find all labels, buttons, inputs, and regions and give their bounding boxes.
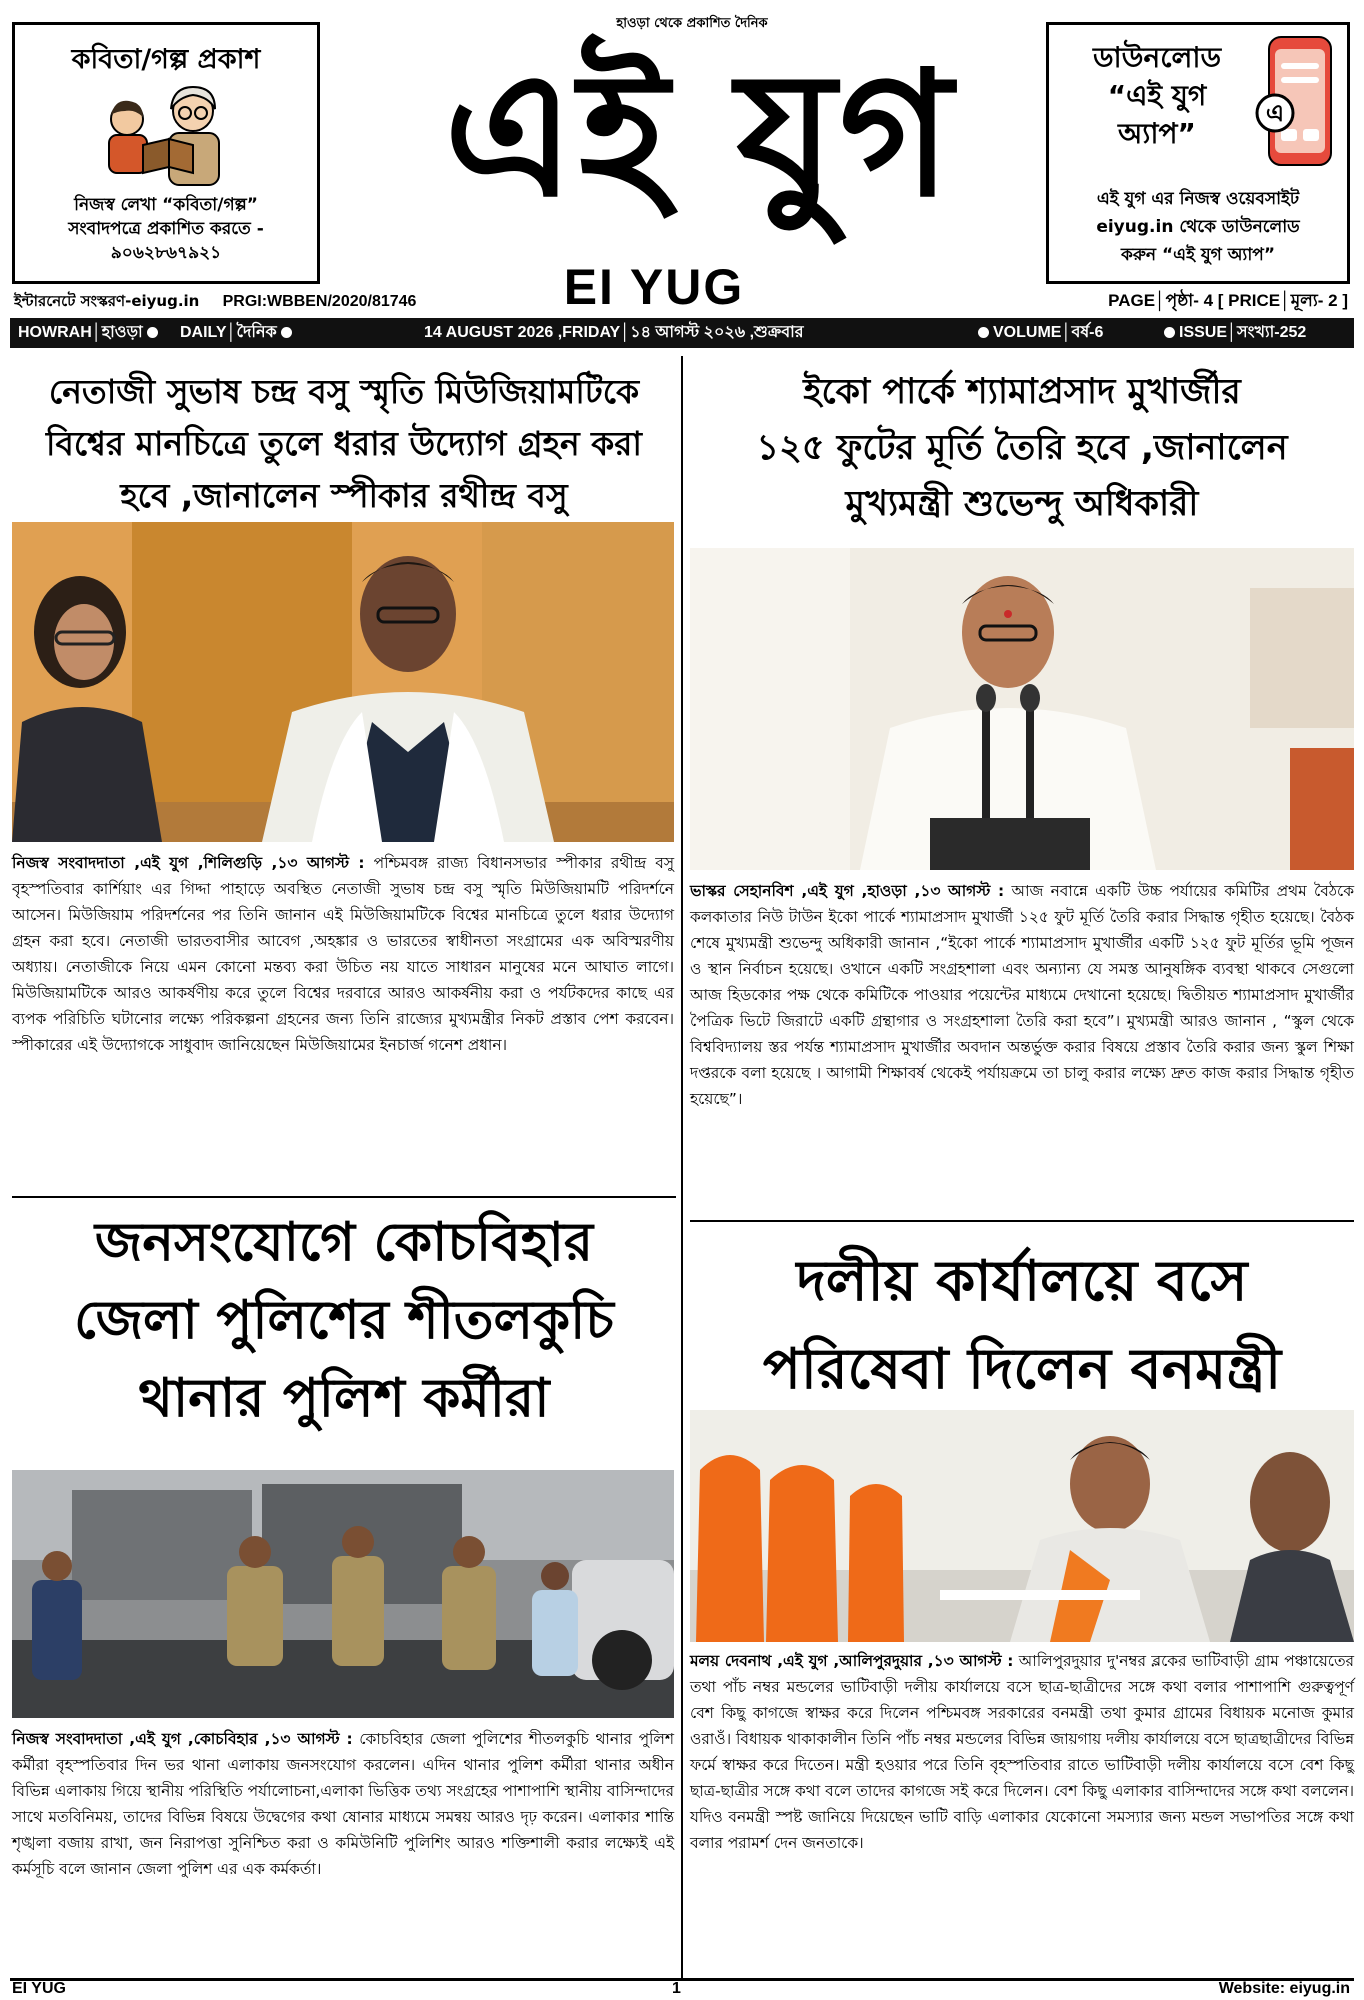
- byline: ভাস্কর সেহানবিশ ,এই যুগ ,হাওড়া ,১৩ আগস্ট :: [690, 882, 1005, 900]
- article-police-outreach: [12, 1200, 676, 1976]
- app-download-box: [1046, 22, 1350, 284]
- body-text: কোচবিহার জেলা পুলিশের শীতলকুচি থানার পুলিশ কর্মীরা বৃহস্পতিবার দিন ভর থানা এলাকায় জনসংযোগ করলেন। এদিন থানার পুলিশ কর্মীরা থানার অধীন বিভিন্ন এলাকায় গিয়ে স্থানীয় পরিস্থিতি পর্যালোচনা,এলাকা ভিত্তিক তথ্য সংগ্রহের পাশাপাশি স্থানীয় বাসিন্দাদের সাথে মতবিনিময়, তাদের বিভিন্ন বিষয়ে উদ্বেগের কথা ষোনার মাধ্যমে সমন্বয় আরও দৃঢ় করেন। এলাকার শান্তি শৃঙ্খলা বজায় রাখা, জন নিরাপত্তা সুনিশ্চিত করা ও কমিউনিটি পুলিশিং আরও শক্তিশালী করার লক্ষ্যেই এই কর্মসূচি বলে জানান জেলা পুলিশ এর এক কর্মকর্তা।: [12, 1730, 675, 1878]
- app-download-text: এই যুগ এর নিজস্ব ওয়েবসাইট eiyug.in থেকে ডাউনলোড করুন “এই যুগ অ্যাপ”: [1096, 189, 1300, 265]
- article-eco-park-statue: [690, 358, 1354, 1218]
- article-body: [690, 878, 1354, 1112]
- poetry-promo-box: [12, 22, 320, 284]
- photo-speaker-at-museum: [12, 522, 674, 842]
- bullet-icon: [147, 327, 158, 338]
- date-label: 14 AUGUST 2026 ,FRIDAY│১৪ আগস্ট ২০২৬ ,শুক্রবার: [424, 324, 804, 341]
- article-body: [12, 850, 674, 1058]
- article-body: [12, 1726, 674, 1882]
- frequency-label: DAILY│দৈনিক: [180, 318, 296, 348]
- registration-line: [14, 290, 416, 315]
- article-body: [690, 1648, 1354, 1856]
- app-download-title: ডাউনলোড “এই যুগ অ্যাপ”: [1092, 41, 1222, 150]
- internet-edition: ইন্টারনেটে সংস্করণ-eiyug.in: [14, 292, 200, 310]
- bullet-icon: [978, 327, 989, 338]
- tagline: হাওড়া থেকে প্রকাশিত দৈনিক: [616, 16, 768, 31]
- headline: জনসংযোগে কোচবিহার জেলা পুলিশের শীতলকুচি থানার পুলিশ কর্মীরা: [74, 1212, 614, 1429]
- place-label: HOWRAH│হাওড়া: [18, 318, 162, 348]
- photo-minister-signing: [690, 1410, 1354, 1642]
- app-icon-letter: এ: [1265, 99, 1285, 127]
- prgi-number: PRGI:WBBEN/2020/81746: [222, 293, 417, 310]
- section-divider: [690, 1220, 1354, 1222]
- volume-label: VOLUME│বর্ষ-6: [974, 318, 1103, 348]
- date-bar: [10, 318, 1354, 348]
- page-price-info: PAGE│পৃষ্ঠা- 4 [ PRICE│মূল্য- 2 ]: [1108, 291, 1348, 310]
- headline: নেতাজী সুভাষ চন্দ্র বসু স্মৃতি মিউজিয়ামটিকে বিশ্বের মানচিত্রে তুলে ধরার উদ্যোগ গ্রহন করা হবে ,জানালেন স্পীকার রথীন্দ্র বসু: [46, 372, 642, 515]
- byline: নিজস্ব সংবাদদাতা ,এই যুগ ,শিলিগুড়ি ,১৩ আগস্ট :: [12, 854, 365, 872]
- headline: ইকো পার্কে শ্যামাপ্রসাদ মুখার্জীর ১২৫ ফুটের মূর্তি তৈরি হবে ,জানালেন মুখ্যমন্ত্রী শুভেন্দু অধিকারী: [756, 372, 1288, 524]
- body-text: আজ নবান্নে একটি উচ্চ পর্যায়ের কমিটির প্রথম বৈঠকে কলকাতার নিউ টাউন ইকো পার্কে শ্যামাপ্রসাদ মুখার্জী ১২৫ ফুট মূর্তি তৈরি করার সিদ্ধান্ত গৃহীত হয়েছে। বৈঠক শেষে মুখ্যমন্ত্রী শুভেন্দু অধিকারী জানান ,“ইকো পার্কে শ্যামাপ্রসাদ মুখার্জীর একটি ১২৫ ফুট মূর্তির ভূমি পূজন ও স্থান নির্বাচন হয়েছে। ওখানে একটি সংগ্রহশালা এবং অন্যান্য যে সমস্ত আনুষঙ্গিক ব্যবস্থা থাকবে সেগুলো আজ হিডকোর পক্ষ থেকে কমিটিকে পাওয়ার পয়েন্টের মাধ্যমে দেখানো হয়েছে। দ্বিতীয়ত শ্যামাপ্রসাদ মুখার্জীর পৈত্রিক ভিটে জিরাটে একটি গ্রন্থাগার ও সংগ্রহশালা তৈরি করা হবে”। মুখ্যমন্ত্রী আরও জানান , “স্কুল থেকে বিশ্ববিদ্যালয় স্তর পর্যন্ত শ্যামাপ্রসাদ মুখার্জীর অবদান অন্তর্ভুক্ত করার বিষয়ে প্রস্তাব তৈরি করার জন্য স্কুল শিক্ষা দপ্তরকে বলা হয়েছে । আগামী শিক্ষাবর্ষ থেকেই পর্যায়ক্রমে তা চালু করার লক্ষ্যে দ্রুত কাজ করার সিদ্ধান্ত গৃহীত হয়েছে”।: [690, 882, 1354, 1108]
- issue-label: ISSUE│সংখ্যা-252: [1160, 318, 1306, 348]
- smartphone-icon: [1255, 33, 1345, 173]
- body-text: পশ্চিমবঙ্গ রাজ্য বিধানসভার স্পীকার রথীন্দ্র বসু বৃহস্পতিবার কার্শিয়াং এর গিদ্দা পাহাড়ে অবস্থিত নেতাজী সুভাষ চন্দ্র বসু স্মৃতি মিউজিয়ামটি পরিদর্শনে আসেন। মিউজিয়াম পরিদর্শনের পর তিনি জানান এই মিউজিয়ামটিকে বিশ্বের মানচিত্রে তুলে ধরার উদ্যোগ গ্রহন করা হবে। নেতাজী ভারতবাসীর আবেগ ,অহঙ্কার ও ভারতের স্বাধীনতা সংগ্রামের এক অবিস্মরণীয় অধ্যায়। নেতাজীকে নিয়ে এমন কোনো মন্তব্য করা উচিত নয় যাতে সাধারন মানুষের মনে আঘাত লাগে। মিউজিয়ামটিকে আরও আকর্ষণীয় করে তুলে বিশ্বের দরবারে আরও আকর্ষনীয় করা ও পর্যটকদের কাছে এর ব্যপক পরিচিতি ঘটানোর লক্ষ্যে পরিকল্পনা গ্রহনের জন্য তিনি রাজ্যের মুখ্যমন্ত্রীর নিকট প্রস্তাব পেশ করবেন। স্পীকারের এই উদ্যোগকে সাধুবাদ জানিয়েছেন মিউজিয়ামের ইনচার্জ গনেশ প্রধান।: [12, 854, 674, 1054]
- photo-chief-minister-press: [690, 548, 1354, 870]
- bullet-icon: [281, 327, 292, 338]
- section-divider: [12, 1196, 676, 1198]
- grandmother-reading-illustration: [85, 81, 245, 191]
- body-text: আলিপুরদুয়ার দু'নম্বর ব্লকের ভাটিবাড়ী গ্রাম পঞ্চায়েতের তথা পাঁচ নম্বর মন্ডলের ভাটিবাড়ী দলীয় কার্যালয়ে বসে ছাত্র-ছাত্রীদের সঙ্গে কথা বলার পাশাপাশি গুরুত্বপূর্ণ বেশ কিছু কাগজে স্বাক্ষর করে দিলেন পশ্চিমবঙ্গ সরকারের বনমন্ত্রী তথা কুমার গ্রামের বিধায়ক মনোজ কুমার ওরাওঁ। বিধায়ক থাকাকালীন তিনি পাঁচ নম্বর মন্ডলের বিভিন্ন জায়গায় দলীয় কার্যালয়ে বসে ছাত্রছাত্রীদের বিভিন্ন ফর্মে স্বাক্ষর করে দিতেন। মন্ত্রী হওয়ার পরে তিনি বৃহস্পতিবার রাতে ভাটিবাড়ী দলীয় কার্যালয়ে বসে বেশ কিছু ছাত্র-ছাত্রীর সঙ্গে কথা বলে তাদের কাগজে সই করে দিলেন। বেশ কিছু এলাকার বাসিন্দাদের সঙ্গে কথা বললেন। যদিও বনমন্ত্রী স্পষ্ট জানিয়ে দিয়েছেন ভাটি বাড়ি এলাকার যেকোনো সমস্যার জন্য মন্ডল সভাপতির সঙ্গে কথা বলার পরামর্শ দেন জনতাকে।: [690, 1652, 1354, 1852]
- photo-police-officers: [12, 1470, 674, 1718]
- logo-english: EI YUG: [563, 259, 745, 315]
- footer-rule: [10, 1978, 1354, 1981]
- byline: মলয় দেবনাথ ,এই যুগ ,আলিপুরদুয়ার ,১৩ আগস্ট :: [690, 1652, 1014, 1670]
- masthead: [0, 0, 1364, 318]
- footer-paper-name: EI YUG: [12, 1980, 66, 1997]
- article-forest-minister: [690, 1224, 1354, 1976]
- footer-website-link[interactable]: Website: eiyug.in: [1218, 1980, 1350, 1997]
- logo-bengali: এই যুগ: [443, 32, 956, 235]
- footer-page-number: 1: [672, 1980, 681, 1997]
- bullet-icon: [1164, 327, 1175, 338]
- headline: দলীয় কার্যালয়ে বসে পরিষেবা দিলেন বনমন্ত্রী: [762, 1249, 1282, 1402]
- byline: নিজস্ব সংবাদদাতা ,এই যুগ ,কোচবিহার ,১৩ আগস্ট :: [12, 1730, 353, 1748]
- poetry-promo-title: কবিতা/গল্প প্রকাশ: [71, 44, 261, 75]
- column-divider: [681, 356, 683, 1978]
- article-netaji-museum: [12, 358, 676, 1190]
- poetry-promo-text: নিজস্ব লেখা “কবিতা/গল্প” সংবাদপত্রে প্রকাশিত করতে - ৯০৬২৮৬৭৯২১: [68, 195, 264, 263]
